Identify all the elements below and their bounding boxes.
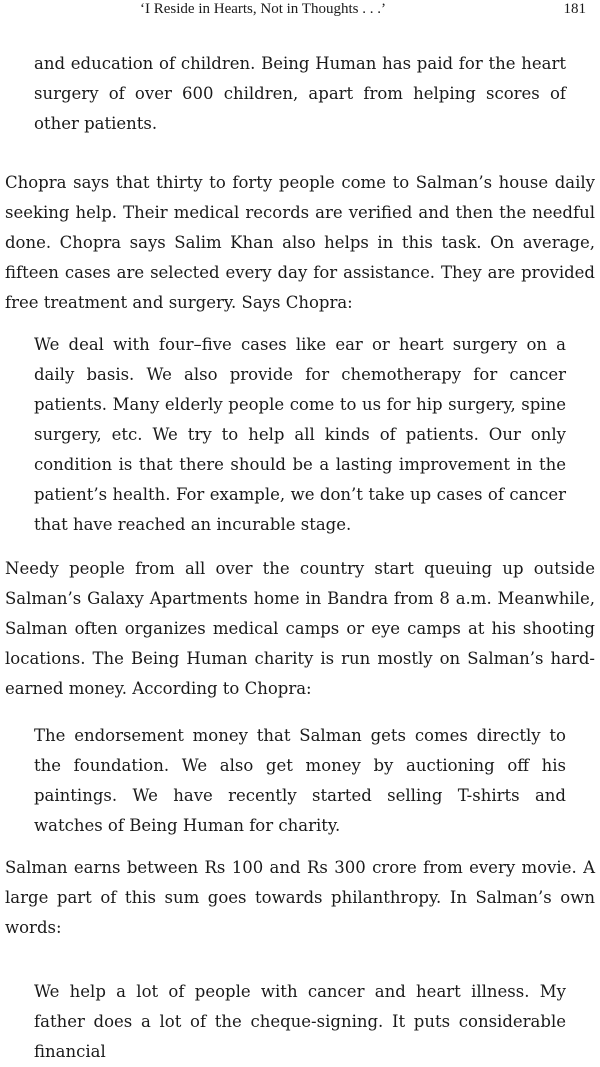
paragraph: Chopra says that thirty to forty people come to Salman’s house daily seeking help. Their medical records are verified and then the needful done. Chopra says Salim Khan also helps in this task. On average, fifteen cases are selected every day for assistance. They are provided free treatment and surgery. Says Chopra: [5,173,595,312]
page-number: 181 [563,1,586,17]
running-title: ‘I Reside in Hearts, Not in Thoughts . . .’ [140,1,386,17]
block-quote: We deal with four–five cases like ear or heart surgery on a daily basis. We also provide for chemotherapy for cancer patients. Many elderly people come to us for hip surgery, spine surgery, etc. We try to help all kinds of patients. Our only condition is that there should be a lasting improvement in the patient’s health. For example, we don’t take up cases of cancer that have reached an incurable stage. [34,335,566,534]
paragraph: Needy people from all over the country start queuing up outside Salman’s Galaxy Apartments home in Bandra from 8 a.m. Meanwhile, Salman often organizes medical camps or eye camps at his shooting locations. The Being Human charity is run mostly on Salman’s hard-earned money. According to Chopra: [5,559,595,698]
block-quote-continues: We help a lot of people with cancer and heart illness. My father does a lot of the cheque-signing. It puts considerable financial [34,982,566,1061]
block-quote: The endorsement money that Salman gets comes directly to the foundation. We also get money by auctioning off his paintings. We have recently started selling T-shirts and watches of Being Human for charity. [34,726,566,835]
paragraph: Salman earns between Rs 100 and Rs 300 crore from every movie. A large part of this sum goes towards philanthropy. In Salman’s own words: [5,858,595,937]
block-quote-continued: and education of children. Being Human has paid for the heart surgery of over 600 children, apart from helping scores of other patients. [34,54,566,133]
running-head [0,0,600,22]
